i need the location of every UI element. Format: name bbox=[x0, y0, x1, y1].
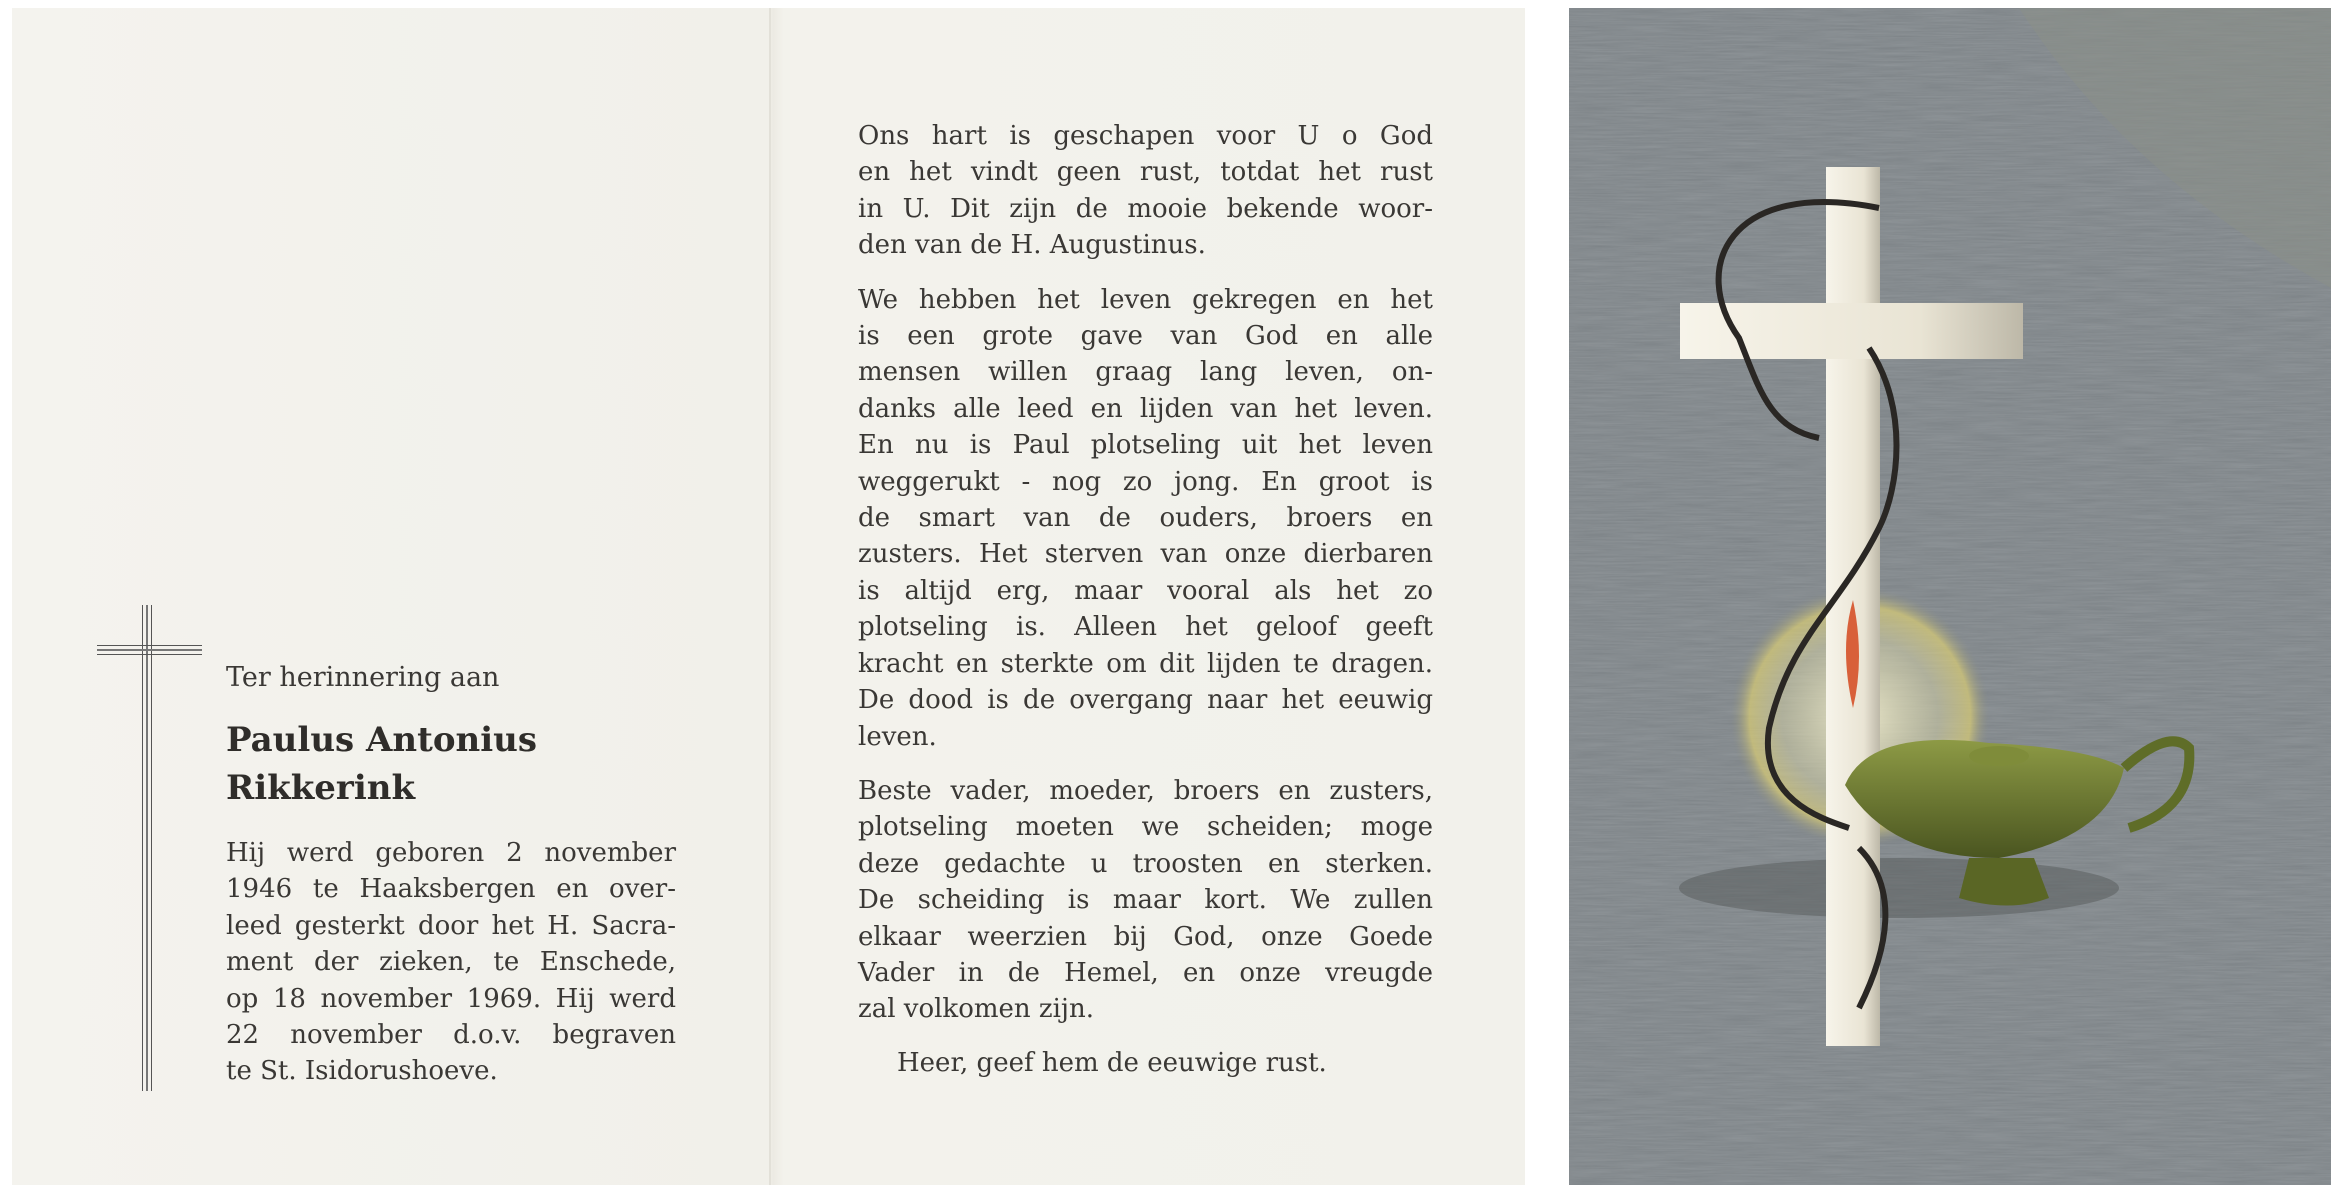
text-line: mensen willen graag lang leven, on- bbox=[858, 357, 1433, 388]
cross-icon bbox=[142, 605, 152, 1091]
text-line: en het vindt geen rust, totdat het rust bbox=[858, 157, 1433, 188]
text-line: De dood is de overgang naar het eeuwig bbox=[858, 685, 1433, 716]
intro-text: Ter herinnering aan bbox=[226, 662, 500, 693]
text-line: weggerukt - nog zo jong. En groot is bbox=[858, 466, 1433, 497]
card-fold bbox=[769, 8, 771, 1185]
text-line: is altijd erg, maar vooral als het zo bbox=[858, 575, 1433, 606]
deceased-name bbox=[226, 716, 537, 812]
text-line: 22 november d.o.v. begraven bbox=[226, 1020, 676, 1051]
text-line: Ons hart is geschapen voor U o God bbox=[858, 121, 1433, 151]
text-line: de smart van de ouders, broers en bbox=[858, 503, 1433, 534]
memorial-card-inside bbox=[12, 8, 1525, 1185]
text-line: danks alle leed en lijden van het leven. bbox=[858, 393, 1433, 424]
text-line: is een grote gave van God en alle bbox=[858, 321, 1433, 352]
text-line: kracht en sterkte om dit lijden te dragen. bbox=[858, 648, 1433, 679]
text-line: We hebben het leven gekregen en het bbox=[858, 284, 1433, 315]
cross-icon-bar bbox=[97, 645, 202, 655]
paragraph bbox=[858, 282, 1433, 755]
text-line: De scheiding is maar kort. We zullen bbox=[858, 885, 1433, 916]
text-line: 1946 te Haaksbergen en over- bbox=[226, 874, 676, 905]
paragraph bbox=[858, 118, 1433, 264]
text-line: zusters. Het sterven van onze dierbaren bbox=[858, 539, 1433, 570]
closing-prayer: Heer, geef hem de eeuwige rust. bbox=[897, 1048, 1327, 1078]
text-line: plotseling moeten we scheiden; moge bbox=[858, 812, 1433, 843]
text-line: En nu is Paul plotseling uit het leven bbox=[858, 430, 1433, 461]
text-line: Beste vader, moeder, broers en zusters, bbox=[858, 775, 1433, 806]
biography bbox=[226, 835, 676, 1090]
text-line: leven. bbox=[858, 721, 937, 752]
text-line: op 18 november 1969. Hij werd bbox=[226, 983, 676, 1014]
text-line: in U. Dit zijn de mooie bekende woor- bbox=[858, 193, 1433, 224]
paragraph bbox=[858, 773, 1433, 1028]
meditation-text bbox=[858, 118, 1433, 1046]
text-line: te St. Isidorushoeve. bbox=[226, 1056, 498, 1087]
text-line: elkaar weerzien bij God, onze Goede bbox=[858, 921, 1433, 952]
text-line: ment der zieken, te Enschede, bbox=[226, 947, 676, 978]
shadow bbox=[1679, 858, 2119, 918]
text-line: leed gesterkt door het H. Sacra- bbox=[226, 910, 676, 941]
text-line: zal volkomen zijn. bbox=[858, 994, 1094, 1025]
name-line: Rikkerink bbox=[226, 768, 416, 808]
text-line: plotseling is. Alleen het geloof geeft bbox=[858, 612, 1433, 643]
text-line: den van de H. Augustinus. bbox=[858, 230, 1206, 261]
name-line: Paulus Antonius bbox=[226, 720, 537, 760]
text-line: Vader in de Hemel, en onze vreugde bbox=[858, 957, 1433, 988]
text-line: Hij werd geboren 2 november bbox=[226, 838, 676, 868]
devotional-painting bbox=[1569, 8, 2331, 1185]
text-line: deze gedachte u troosten en sterken. bbox=[858, 848, 1433, 879]
